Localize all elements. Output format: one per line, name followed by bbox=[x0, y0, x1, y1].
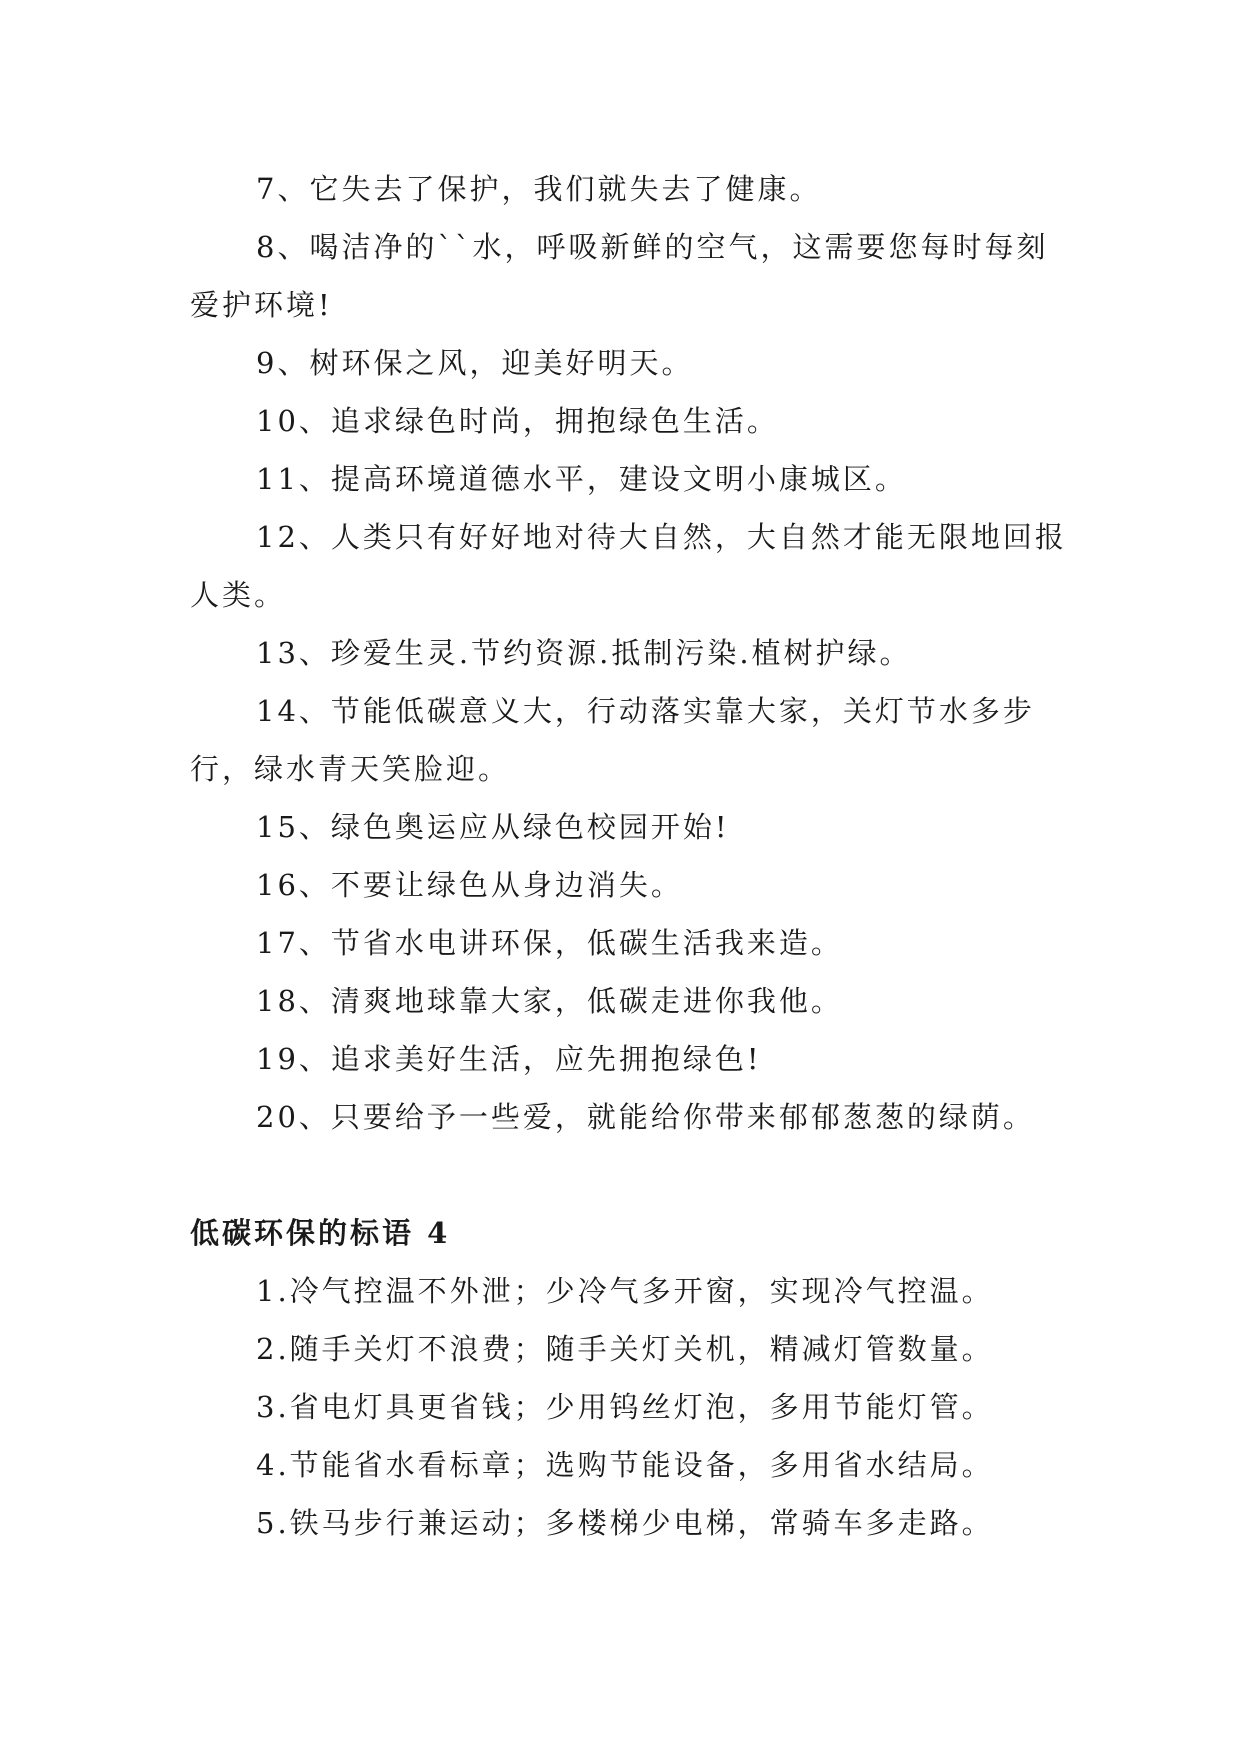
slogan-item-19: 19、追求美好生活，应先拥抱绿色! bbox=[256, 1042, 762, 1076]
slogan-item-8: 8、喝洁净的``水，呼吸新鲜的空气，这需要您每时每刻爱护环境! bbox=[190, 230, 1049, 322]
slogan-item-4: 4.节能省水看标章；选购节能设备，多用省水结局。 bbox=[256, 1448, 994, 1482]
slogan-item-11: 11、提高环境道德水平，建设文明小康城区。 bbox=[256, 462, 907, 496]
document-body bbox=[190, 160, 1070, 1552]
slogan-item-12: 12、人类只有好好地对待大自然，大自然才能无限地回报人类。 bbox=[190, 520, 1067, 612]
slogan-item-10: 10、追求绿色时尚，拥抱绿色生活。 bbox=[256, 404, 779, 438]
slogan-item-9: 9、树环保之风，迎美好明天。 bbox=[256, 346, 694, 380]
slogan-item-15: 15、绿色奥运应从绿色校园开始! bbox=[256, 810, 730, 844]
slogan-list-section-3 bbox=[190, 160, 1070, 1146]
slogan-item-2: 2.随手关灯不浪费；随手关灯关机，精减灯管数量。 bbox=[256, 1332, 994, 1366]
slogan-item-13: 13、珍爱生灵.节约资源.抵制污染.植树护绿。 bbox=[256, 636, 912, 670]
section-heading: 低碳环保的标语 4 bbox=[190, 1216, 451, 1250]
slogan-item-7: 7、它失去了保护，我们就失去了健康。 bbox=[256, 172, 822, 206]
slogan-list-section-4 bbox=[190, 1262, 1070, 1552]
slogan-item-20: 20、只要给予一些爱，就能给你带来郁郁葱葱的绿荫。 bbox=[256, 1100, 1035, 1134]
slogan-item-18: 18、清爽地球靠大家，低碳走进你我他。 bbox=[256, 984, 843, 1018]
slogan-item-3: 3.省电灯具更省钱；少用钨丝灯泡，多用节能灯管。 bbox=[256, 1390, 994, 1424]
slogan-item-5: 5.铁马步行兼运动；多楼梯少电梯，常骑车多走路。 bbox=[256, 1506, 994, 1540]
slogan-item-1: 1.冷气控温不外泄；少冷气多开窗，实现冷气控温。 bbox=[256, 1274, 994, 1308]
slogan-item-17: 17、节省水电讲环保，低碳生活我来造。 bbox=[256, 926, 843, 960]
slogan-item-16: 16、不要让绿色从身边消失。 bbox=[256, 868, 683, 902]
slogan-item-14: 14、节能低碳意义大，行动落实靠大家，关灯节水多步行，绿水青天笑脸迎。 bbox=[190, 694, 1035, 786]
